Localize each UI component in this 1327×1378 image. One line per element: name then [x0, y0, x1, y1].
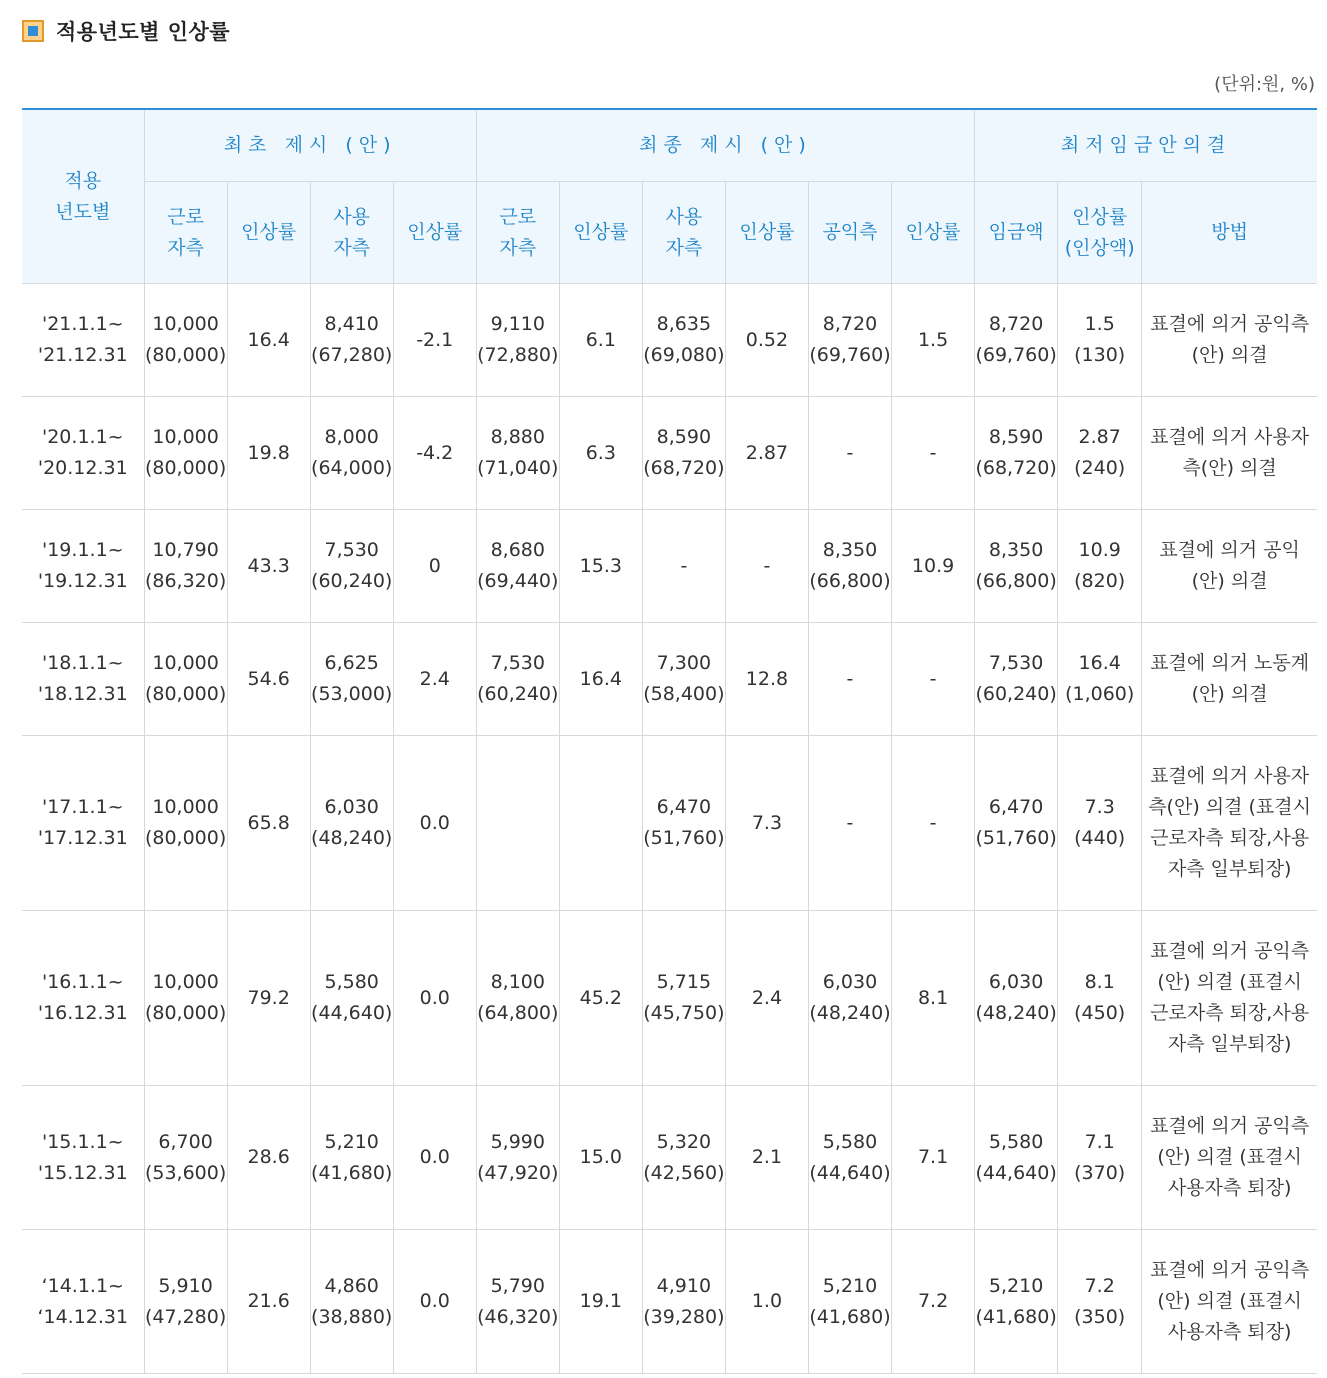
header-raise: 인상률 (인상액)	[1058, 182, 1142, 284]
cell-initial-worker	[144, 623, 227, 736]
table-row	[22, 397, 1317, 510]
cell-initial-worker-rate: 28.6	[227, 1086, 310, 1230]
cell-wage-amount-line: 8,350	[988, 539, 1044, 561]
cell-final-worker-rate: 19.1	[559, 1230, 642, 1374]
cell-final-employer-rate: 1.0	[725, 1230, 808, 1374]
cell-final-public	[808, 397, 891, 510]
cell-method	[1142, 736, 1317, 911]
cell-year	[22, 1230, 144, 1374]
cell-final-worker-line: 5,790	[490, 1274, 545, 1297]
cell-initial-employer-line: (41,680)	[311, 1161, 393, 1184]
cell-raise-line: 7.1	[1084, 1130, 1115, 1153]
cell-wage-amount-line: (60,240)	[975, 683, 1057, 705]
cell-final-employer-line: (42,560)	[643, 1161, 725, 1184]
cell-raise-line: (820)	[1074, 570, 1126, 592]
cell-raise	[1058, 911, 1142, 1086]
cell-final-public-rate: -	[892, 623, 975, 736]
cell-method-line: (안) 의결	[1191, 344, 1268, 366]
wage-increase-table	[22, 108, 1317, 1374]
header-year-line1: 적용	[64, 169, 102, 192]
cell-final-worker	[476, 397, 559, 510]
cell-wage-amount-line: 6,470	[988, 796, 1044, 818]
cell-wage-amount	[975, 1230, 1058, 1374]
cell-year-line: ‘14.1.1~	[41, 1274, 124, 1297]
cell-initial-employer-line: 5,210	[324, 1130, 379, 1153]
cell-final-worker-rate: 16.4	[559, 623, 642, 736]
cell-raise-line: 10.9	[1078, 539, 1121, 561]
cell-initial-worker-line: 10,000	[152, 426, 219, 448]
cell-initial-employer-rate: 0.0	[393, 1086, 476, 1230]
cell-initial-worker-line: (53,600)	[144, 1161, 227, 1184]
cell-initial-employer-line: (60,240)	[311, 570, 393, 592]
cell-method-line: (안) 의결 (표결시	[1157, 1290, 1302, 1312]
cell-method-line: 측(안) 의결	[1182, 457, 1277, 479]
header-year-line2: 년도별	[55, 200, 111, 223]
cell-final-public	[808, 911, 891, 1086]
cell-final-public-rate: 7.1	[892, 1086, 975, 1230]
cell-initial-employer-line: 4,860	[324, 1274, 379, 1297]
cell-initial-employer	[310, 1086, 393, 1230]
cell-method-line: 사용자측 퇴장)	[1167, 1177, 1292, 1199]
cell-final-worker-rate: 15.3	[559, 510, 642, 623]
cell-wage-amount-line: 6,030	[988, 971, 1044, 993]
cell-raise-line: (240)	[1074, 457, 1126, 479]
cell-raise	[1058, 397, 1142, 510]
table-row	[22, 736, 1317, 911]
header-final-employer-rate: 인상률	[725, 182, 808, 284]
cell-raise-line: 2.87	[1078, 426, 1121, 448]
cell-wage-amount	[975, 736, 1058, 911]
cell-wage-amount	[975, 623, 1058, 736]
cell-year	[22, 623, 144, 736]
cell-raise-line: 7.3	[1084, 796, 1115, 818]
cell-year	[22, 284, 144, 397]
cell-wage-amount-line: (68,720)	[975, 457, 1057, 479]
cell-method-line: 표결에 의거 사용자	[1150, 426, 1310, 448]
cell-method	[1142, 510, 1317, 623]
cell-wage-amount	[975, 510, 1058, 623]
cell-final-employer-line: 5,320	[656, 1130, 712, 1153]
cell-initial-worker-rate: 21.6	[227, 1230, 310, 1374]
cell-final-public	[808, 623, 891, 736]
cell-final-public-rate: 8.1	[892, 911, 975, 1086]
cell-raise-line: (350)	[1074, 1305, 1126, 1328]
cell-initial-employer-rate: -2.1	[393, 284, 476, 397]
cell-final-public-line: 6,030	[822, 971, 878, 993]
cell-final-public-line: (69,760)	[809, 344, 891, 366]
cell-initial-worker	[144, 510, 227, 623]
cell-initial-worker	[144, 911, 227, 1086]
cell-wage-amount-line: 5,580	[988, 1130, 1044, 1153]
table-body	[22, 284, 1317, 1374]
cell-final-public	[808, 284, 891, 397]
cell-raise-line: 8.1	[1084, 971, 1115, 993]
cell-initial-employer-line: (38,880)	[311, 1305, 393, 1328]
header-wage-amount: 임금액	[975, 182, 1058, 284]
cell-initial-worker-line: 10,000	[152, 971, 219, 993]
cell-initial-employer-line: (67,280)	[311, 344, 393, 366]
cell-final-employer-rate: 0.52	[725, 284, 808, 397]
cell-wage-amount	[975, 397, 1058, 510]
cell-final-public-line: 8,350	[822, 539, 878, 561]
cell-year-line: '19.12.31	[37, 570, 128, 592]
cell-method-line: (안) 의결 (표결시	[1157, 1146, 1302, 1168]
cell-year-line: '21.1.1~	[42, 313, 124, 335]
cell-final-worker-line: (60,240)	[477, 683, 559, 705]
cell-final-employer-line: 7,300	[656, 652, 712, 674]
cell-final-worker-rate	[559, 736, 642, 911]
cell-initial-employer-line: (48,240)	[311, 827, 393, 849]
cell-method	[1142, 1086, 1317, 1230]
cell-raise-line: (440)	[1074, 827, 1126, 849]
cell-year-line: '19.1.1~	[42, 539, 124, 561]
cell-final-worker-rate: 45.2	[559, 911, 642, 1086]
header-initial-worker-rate: 인상률	[227, 182, 310, 284]
cell-final-public-line: (66,800)	[809, 570, 891, 592]
cell-final-employer-rate: -	[725, 510, 808, 623]
cell-year	[22, 911, 144, 1086]
cell-final-public-rate: -	[892, 397, 975, 510]
cell-final-employer	[642, 510, 725, 623]
cell-wage-amount	[975, 1086, 1058, 1230]
cell-final-public-line: -	[846, 667, 854, 690]
cell-wage-amount-line: (48,240)	[975, 1002, 1057, 1024]
cell-initial-worker-rate: 79.2	[227, 911, 310, 1086]
header-initial-employer-rate: 인상률	[393, 182, 476, 284]
cell-initial-worker-line: 5,910	[158, 1274, 213, 1297]
header-final-worker-rate: 인상률	[559, 182, 642, 284]
cell-final-employer-rate: 7.3	[725, 736, 808, 911]
cell-initial-worker-line: 10,000	[152, 313, 219, 335]
cell-raise-line: (130)	[1074, 344, 1126, 366]
cell-final-public-line: 5,210	[822, 1274, 878, 1297]
cell-year-line: '15.1.1~	[42, 1130, 124, 1153]
cell-final-public-line: (41,680)	[809, 1305, 891, 1328]
cell-year-line: '18.1.1~	[42, 652, 124, 674]
cell-initial-worker-rate: 16.4	[227, 284, 310, 397]
cell-wage-amount-line: (66,800)	[975, 570, 1057, 592]
cell-final-employer-line: 4,910	[656, 1274, 712, 1297]
cell-initial-employer-rate: 0	[393, 510, 476, 623]
cell-initial-worker-rate: 43.3	[227, 510, 310, 623]
cell-initial-worker-line: (80,000)	[144, 457, 227, 479]
cell-final-employer-line: (68,720)	[643, 457, 725, 479]
cell-final-public	[808, 736, 891, 911]
unit-note: (단위:원, %)	[1214, 74, 1315, 95]
table-row	[22, 1086, 1317, 1230]
cell-initial-worker-line: (80,000)	[144, 683, 227, 705]
cell-final-worker-line: (47,920)	[477, 1161, 559, 1184]
cell-year-line: '17.1.1~	[42, 796, 124, 818]
cell-final-worker-rate: 6.3	[559, 397, 642, 510]
cell-final-employer	[642, 911, 725, 1086]
cell-initial-employer-line: 6,625	[324, 652, 379, 674]
cell-final-public-rate: -	[892, 736, 975, 911]
cell-wage-amount-line: (51,760)	[975, 827, 1057, 849]
cell-raise	[1058, 1086, 1142, 1230]
cell-initial-employer-line: 8,410	[324, 313, 379, 335]
cell-method	[1142, 911, 1317, 1086]
cell-initial-worker	[144, 736, 227, 911]
header-final-public-rate: 인상률	[892, 182, 975, 284]
cell-final-employer	[642, 284, 725, 397]
cell-year-line: '16.12.31	[37, 1002, 128, 1024]
header-final-public: 공익측	[808, 182, 891, 284]
cell-raise-line: (450)	[1074, 1002, 1126, 1024]
cell-initial-employer-rate: 0.0	[393, 736, 476, 911]
cell-final-worker	[476, 1230, 559, 1374]
cell-method-line: 측(안) 의결 (표결시	[1148, 796, 1311, 818]
cell-initial-employer-line: 5,580	[324, 971, 379, 993]
cell-final-worker-rate: 15.0	[559, 1086, 642, 1230]
cell-final-employer-rate: 2.4	[725, 911, 808, 1086]
cell-final-public-line: 5,580	[822, 1130, 878, 1153]
cell-initial-worker-line: 10,000	[152, 652, 219, 674]
cell-initial-employer	[310, 397, 393, 510]
table-row	[22, 1230, 1317, 1374]
cell-wage-amount-line: 7,530	[988, 652, 1044, 674]
cell-final-worker	[476, 1086, 559, 1230]
cell-initial-worker-line: (47,280)	[144, 1305, 227, 1328]
cell-wage-amount-line: 5,210	[988, 1274, 1044, 1297]
cell-wage-amount-line: 8,720	[988, 313, 1044, 335]
cell-wage-amount-line: (41,680)	[975, 1305, 1057, 1328]
cell-method-line: 표결에 의거 노동계	[1150, 652, 1310, 674]
cell-year-line: '15.12.31	[37, 1161, 128, 1184]
cell-method-line: 표결에 의거 사용자	[1150, 765, 1310, 787]
cell-year-line: '20.12.31	[37, 457, 128, 479]
cell-final-employer	[642, 397, 725, 510]
cell-year-line: ‘14.12.31	[37, 1305, 129, 1328]
cell-year	[22, 397, 144, 510]
cell-final-worker-line: 9,110	[490, 313, 545, 335]
cell-initial-worker	[144, 284, 227, 397]
cell-initial-worker-rate: 19.8	[227, 397, 310, 510]
cell-initial-employer-line: 8,000	[324, 426, 379, 448]
cell-method	[1142, 284, 1317, 397]
cell-method-line: (안) 의결	[1191, 683, 1268, 705]
cell-wage-amount	[975, 911, 1058, 1086]
cell-final-employer-line: 8,635	[656, 313, 712, 335]
cell-initial-employer	[310, 284, 393, 397]
cell-method-line: (안) 의결 (표결시	[1157, 971, 1302, 993]
cell-initial-worker-line: (80,000)	[144, 827, 227, 849]
header-initial-worker: 근로 자측	[144, 182, 227, 284]
cell-final-worker	[476, 623, 559, 736]
cell-wage-amount-line: 8,590	[988, 426, 1044, 448]
header-initial-proposal: 최초 제시 (안)	[144, 109, 476, 182]
cell-method	[1142, 623, 1317, 736]
cell-final-worker	[476, 284, 559, 397]
cell-final-employer-line: (69,080)	[643, 344, 725, 366]
cell-final-worker-line: (69,440)	[477, 570, 559, 592]
cell-initial-worker-line: 10,000	[152, 796, 219, 818]
cell-initial-employer-rate: 0.0	[393, 911, 476, 1086]
section-title	[22, 16, 230, 46]
cell-final-public	[808, 510, 891, 623]
cell-initial-worker	[144, 1230, 227, 1374]
cell-year	[22, 736, 144, 911]
cell-final-worker-line: (46,320)	[477, 1305, 559, 1328]
cell-initial-worker-line: (80,000)	[144, 344, 227, 366]
cell-final-public-line: (48,240)	[809, 1002, 891, 1024]
cell-final-employer-line: 8,590	[656, 426, 712, 448]
cell-raise	[1058, 736, 1142, 911]
table-row	[22, 510, 1317, 623]
cell-raise-line: (370)	[1074, 1161, 1126, 1184]
cell-final-public-line: (44,640)	[809, 1161, 891, 1184]
square-bullet-icon	[22, 20, 44, 42]
header-final-proposal: 최종 제시 (안)	[476, 109, 974, 182]
header-year	[22, 109, 144, 284]
header-minimum-wage-resolution: 최저임금안의결	[975, 109, 1317, 182]
cell-method-line: 표결에 의거 공익측	[1150, 313, 1310, 335]
cell-year	[22, 1086, 144, 1230]
cell-raise-line: 1.5	[1084, 313, 1115, 335]
cell-method	[1142, 1230, 1317, 1374]
cell-raise-line: 16.4	[1078, 652, 1121, 674]
cell-final-public-line: -	[846, 441, 854, 464]
cell-final-worker-line: (72,880)	[477, 344, 559, 366]
cell-raise	[1058, 510, 1142, 623]
cell-raise-line: (1,060)	[1065, 683, 1135, 705]
cell-final-employer	[642, 1230, 725, 1374]
cell-initial-worker-line: (80,000)	[144, 1002, 227, 1024]
page-title: 적용년도별 인상률	[56, 20, 231, 44]
header-final-employer: 사용 자측	[642, 182, 725, 284]
cell-initial-employer-rate: 2.4	[393, 623, 476, 736]
cell-initial-worker-line: 6,700	[158, 1130, 213, 1153]
cell-final-worker-line: 8,680	[490, 539, 545, 561]
cell-initial-worker	[144, 397, 227, 510]
cell-method	[1142, 397, 1317, 510]
cell-method-line: 표결에 의거 공익측	[1150, 1115, 1310, 1137]
cell-final-public-rate: 10.9	[892, 510, 975, 623]
cell-final-employer-line: (45,750)	[643, 1002, 725, 1024]
cell-initial-employer-line: 6,030	[324, 796, 379, 818]
cell-year-line: '20.1.1~	[42, 426, 124, 448]
cell-final-public-line: 8,720	[822, 313, 878, 335]
cell-method-line: 표결에 의거 공익측	[1150, 1259, 1310, 1281]
cell-raise	[1058, 284, 1142, 397]
cell-initial-employer-line: (44,640)	[311, 1002, 393, 1024]
cell-final-worker-line: (64,800)	[477, 1002, 559, 1024]
cell-final-worker-rate: 6.1	[559, 284, 642, 397]
cell-final-employer-line: 6,470	[656, 796, 712, 818]
cell-final-employer	[642, 1086, 725, 1230]
cell-final-employer-line: (51,760)	[643, 827, 725, 849]
cell-final-employer-rate: 2.1	[725, 1086, 808, 1230]
cell-raise	[1058, 623, 1142, 736]
cell-final-worker	[476, 911, 559, 1086]
cell-initial-worker-rate: 65.8	[227, 736, 310, 911]
cell-initial-employer	[310, 911, 393, 1086]
cell-final-worker-line: 8,880	[490, 426, 545, 448]
cell-raise	[1058, 1230, 1142, 1374]
cell-year-line: '16.1.1~	[42, 971, 124, 993]
cell-initial-employer-line: (64,000)	[311, 457, 393, 479]
cell-final-employer-line: 5,715	[656, 971, 712, 993]
cell-method-line: 표결에 의거 공익	[1159, 539, 1300, 561]
cell-final-public	[808, 1086, 891, 1230]
cell-final-worker	[476, 736, 559, 911]
cell-initial-worker-line: 10,790	[152, 539, 219, 561]
cell-method-line: (안) 의결	[1191, 570, 1268, 592]
cell-final-employer-line: -	[680, 554, 688, 577]
cell-final-worker	[476, 510, 559, 623]
cell-initial-employer	[310, 736, 393, 911]
cell-final-employer	[642, 623, 725, 736]
cell-initial-worker	[144, 1086, 227, 1230]
cell-wage-amount	[975, 284, 1058, 397]
cell-year	[22, 510, 144, 623]
cell-initial-worker-rate: 54.6	[227, 623, 310, 736]
cell-final-public-line: -	[846, 811, 854, 834]
cell-initial-employer-line: 7,530	[324, 539, 379, 561]
cell-final-public	[808, 1230, 891, 1374]
cell-initial-employer-line: (53,000)	[311, 683, 393, 705]
cell-final-worker-line: 7,530	[490, 652, 545, 674]
cell-final-worker-line: 5,990	[490, 1130, 545, 1153]
cell-method-line: 자측 일부퇴장)	[1167, 1033, 1292, 1055]
cell-final-worker-line: (71,040)	[477, 457, 559, 479]
cell-initial-worker-line: (86,320)	[144, 570, 227, 592]
cell-method-line: 근로자측 퇴장,사용	[1150, 827, 1310, 849]
cell-method-line: 근로자측 퇴장,사용	[1150, 1002, 1310, 1024]
cell-initial-employer	[310, 623, 393, 736]
cell-method-line: 자측 일부퇴장)	[1167, 858, 1292, 880]
cell-final-public-rate: 1.5	[892, 284, 975, 397]
table-row	[22, 284, 1317, 397]
cell-raise-line: 7.2	[1084, 1274, 1115, 1297]
cell-final-employer-line: (39,280)	[643, 1305, 725, 1328]
cell-initial-employer	[310, 510, 393, 623]
header-final-worker: 근로 자측	[476, 182, 559, 284]
cell-initial-employer	[310, 1230, 393, 1374]
cell-method-line: 사용자측 퇴장)	[1167, 1321, 1292, 1343]
header-method: 방법	[1142, 182, 1317, 284]
cell-initial-employer-rate: 0.0	[393, 1230, 476, 1374]
cell-final-worker-line: 8,100	[490, 971, 545, 993]
cell-year-line: '18.12.31	[37, 683, 128, 705]
cell-method-line: 표결에 의거 공익측	[1150, 940, 1310, 962]
cell-final-public-rate: 7.2	[892, 1230, 975, 1374]
cell-final-employer-line: (58,400)	[643, 683, 725, 705]
cell-initial-employer-rate: -4.2	[393, 397, 476, 510]
cell-wage-amount-line: (69,760)	[975, 344, 1057, 366]
cell-final-employer-rate: 12.8	[725, 623, 808, 736]
header-initial-employer: 사용 자측	[310, 182, 393, 284]
cell-wage-amount-line: (44,640)	[975, 1161, 1057, 1184]
table-row	[22, 623, 1317, 736]
cell-final-employer-rate: 2.87	[725, 397, 808, 510]
cell-year-line: '17.12.31	[37, 827, 128, 849]
table-row	[22, 911, 1317, 1086]
cell-final-employer	[642, 736, 725, 911]
cell-year-line: '21.12.31	[37, 344, 128, 366]
